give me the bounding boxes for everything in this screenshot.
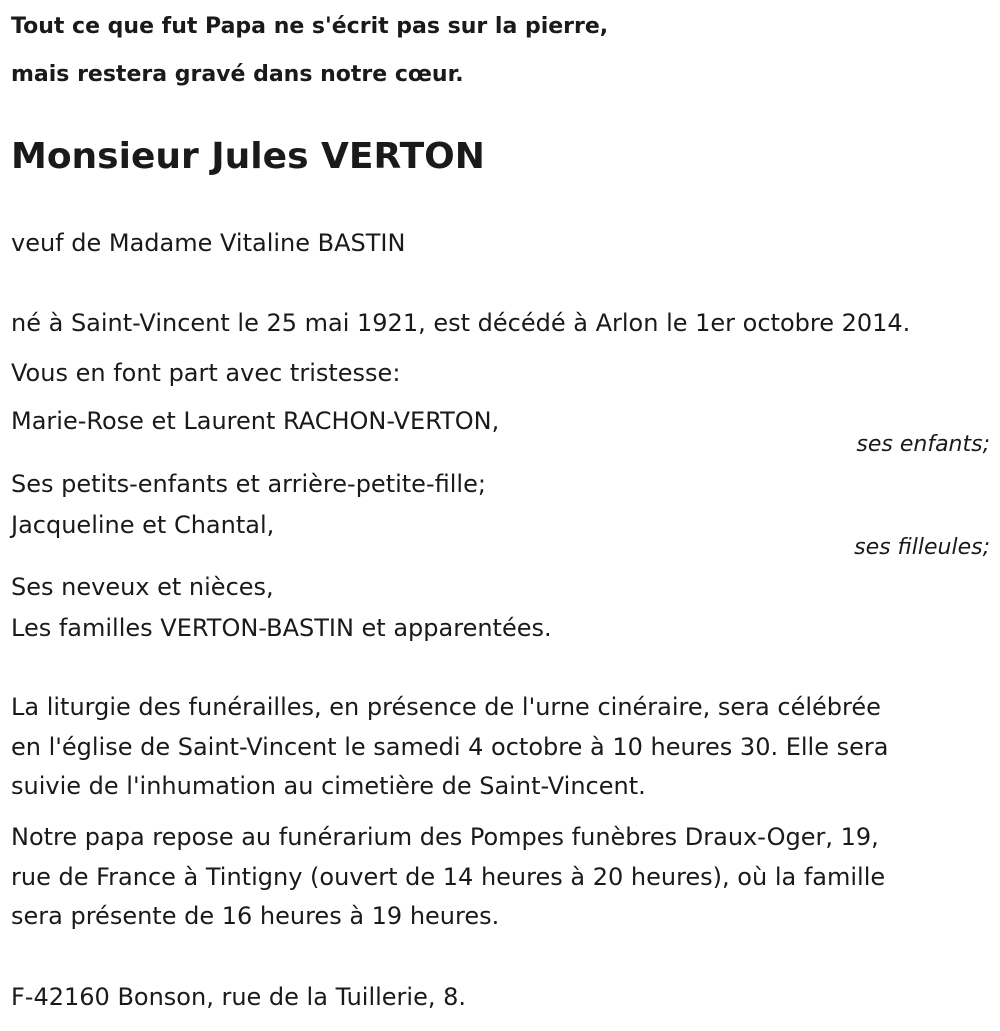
announcers-intro: Vous en font part avec tristesse: — [11, 359, 401, 387]
children-line: Marie-Rose et Laurent RACHON-VERTON, — [11, 407, 500, 435]
epitaph-line-1: Tout ce que fut Papa ne s'écrit pas sur la pierre, — [11, 14, 609, 39]
epitaph-line-2: mais restera gravé dans notre cœur. — [11, 62, 464, 87]
funeral-line-3: suivie de l'inhumation au cimetière de Saint-Vincent. — [11, 772, 646, 800]
children-role: ses enfants; — [856, 432, 990, 457]
visitation-line-3: sera présente de 16 heures à 19 heures. — [11, 902, 500, 930]
deceased-name: Monsieur Jules VERTON — [11, 136, 485, 177]
visitation-line-2: rue de France à Tintigny (ouvert de 14 heures à 20 heures), où la famille — [11, 863, 886, 891]
nephews-line: Ses neveux et nièces, — [11, 573, 274, 601]
goddaughters-line: Jacqueline et Chantal, — [11, 511, 275, 539]
grandchildren-line: Ses petits-enfants et arrière-petite-fille; — [11, 470, 486, 498]
address-line: F-42160 Bonson, rue de la Tuillerie, 8. — [11, 983, 467, 1011]
families-line: Les familles VERTON-BASTIN et apparentées. — [11, 614, 552, 642]
visitation-line-1: Notre papa repose au funérarium des Pompes funèbres Draux-Oger, 19, — [11, 823, 879, 851]
funeral-line-1: La liturgie des funérailles, en présence de l'urne cinéraire, sera célébrée — [11, 693, 881, 721]
widower-line: veuf de Madame Vitaline BASTIN — [11, 229, 406, 257]
goddaughters-role: ses filleules; — [854, 535, 990, 560]
funeral-line-2: en l'église de Saint-Vincent le samedi 4 octobre à 10 heures 30. Elle sera — [11, 733, 889, 761]
birth-death-line: né à Saint-Vincent le 25 mai 1921, est décédé à Arlon le 1er octobre 2014. — [11, 309, 911, 337]
